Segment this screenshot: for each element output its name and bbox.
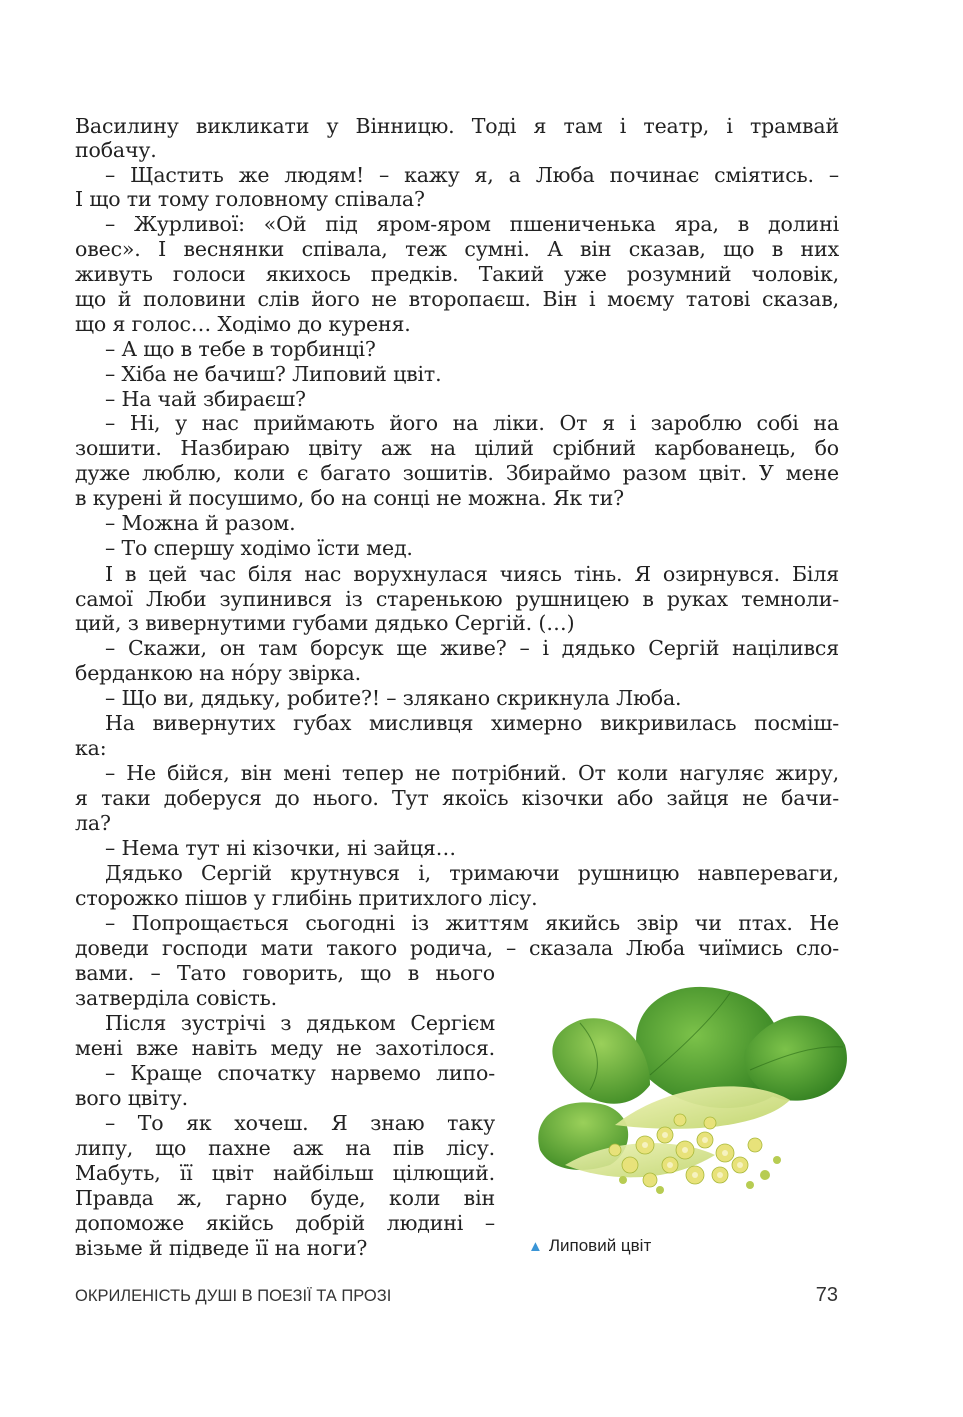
text-line: – Хіба не бачиш? Липовий цвіт. [105, 362, 442, 386]
text-line: – Ні, у нас приймають його на ліки. От я і зароблю собі на [105, 411, 839, 435]
text-line: дуже люблю, коли є багато зошитів. Збираймо разом цвіт. У мене [75, 461, 839, 485]
text-line: я таки доберуся до нього. Тут якоїсь кізочки або зайця не бачи- [75, 786, 839, 810]
text-line: вого цвіту. [75, 1086, 189, 1110]
text-line: затверділа совість. [75, 986, 278, 1010]
text-line: – Щастить же людям! – кажу я, а Люба починає сміятись. – [105, 163, 839, 187]
text-line: – Попрощається сьогодні із життям якийсь звір чи птах. Не [105, 911, 839, 935]
blue-triangle-icon: ▲ [528, 1238, 543, 1255]
text-line: І що ти тому головному співала? [75, 187, 425, 211]
text-line: – То спершу ходімо їсти мед. [105, 536, 413, 560]
text-line: – Скажи, он там борсук ще живе? – і дядько Сергій націлився [105, 636, 839, 660]
text-line: – Що ви, дядьку, робите?! – злякано скрикнула Люба. [105, 686, 682, 710]
text-line: берданкою на нóру звірка. [75, 661, 361, 685]
text-line: – Краще спочатку нарвемо липо- [105, 1061, 495, 1085]
text-line: – То як хочеш. Я знаю таку [105, 1111, 495, 1135]
text-line: допоможе якійсь добрій людині – [75, 1211, 495, 1235]
text-line: мені вже навіть меду не захотілося. [75, 1036, 495, 1060]
caption-text: Липовий цвіт [548, 1236, 652, 1255]
text-line: – На чай збираєш? [105, 387, 306, 411]
text-line: Правда ж, гарно буде, коли він [75, 1186, 495, 1210]
text-line: – Не бійся, він мені тепер не потрібний. От коли нагуляє жиру, [105, 761, 839, 785]
text-line: сторожко пішов у глибінь притихлого лісу. [75, 886, 538, 910]
text-line: – Можна й разом. [105, 511, 296, 535]
text-line: – А що в тебе в торбинці? [105, 337, 376, 361]
text-line: І в цей час біля нас ворухнулася чиясь тінь. Я озирнувся. Біля [105, 562, 839, 586]
text-line: що й половини слів його не второпаєш. Він і моєму татові сказав, [75, 287, 839, 311]
text-line: – Нема тут ні кізочки, ні зайця… [105, 836, 457, 860]
text-line: липу, що пахне аж на пів лісу. [75, 1136, 495, 1160]
leaf-shape [552, 1018, 650, 1103]
text-line: доведи господи мати такого родича, – сказала Люба чиїмись сло- [75, 936, 839, 960]
text-line: зошити. Назбираю цвіту аж на цілий срібний карбованець, бо [75, 436, 839, 460]
text-line: На вивернутих губах мисливця химерно викривилась посміш- [105, 711, 839, 735]
text-line: Після зустрічі з дядьком Сергієм [105, 1011, 495, 1035]
text-line: – Журливої: «Ой під яром-яром пшениченька яра, в долині [105, 212, 839, 236]
text-line: Дядько Сергій крутнувся і, тримаючи рушницю навпереваги, [105, 861, 839, 885]
text-line: вами. – Тато говорить, що в нього [75, 961, 495, 985]
text-line: ций, з вивернутими губами дядько Сергій. (…) [75, 611, 575, 635]
text-line: Василину викликати у Вінницю. Тоді я там і театр, і трамвай [75, 114, 839, 138]
text-line: ла? [75, 811, 111, 835]
text-line: в курені й посушимо, бо на сонці не можна. Як ти? [75, 486, 624, 510]
text-line: побачу. [75, 138, 157, 162]
text-line: самої Люби зупинився із старенькою рушницею в руках темноли- [75, 587, 839, 611]
text-line: Мабуть, її цвіт найбільш цілющий. [75, 1161, 495, 1185]
footer-section-title: ОКРИЛЕНІСТЬ ДУШІ В ПОЕЗІЇ ТА ПРОЗІ [75, 1287, 392, 1305]
text-line: живуть голоси якихось предків. Такий уже розумний чоловік, [75, 262, 839, 286]
text-line: візьме й підведе її на ноги? [75, 1236, 368, 1260]
page-number: 73 [815, 1284, 838, 1306]
text-line: овес». І веснянки співала, теж сумні. А він сказав, що в них [75, 237, 839, 261]
figure-caption [528, 1235, 651, 1257]
text-line: що я голос… Ходімо до куреня. [75, 312, 411, 336]
linden-blossom-image [525, 975, 857, 1220]
text-line: ка: [75, 736, 107, 760]
